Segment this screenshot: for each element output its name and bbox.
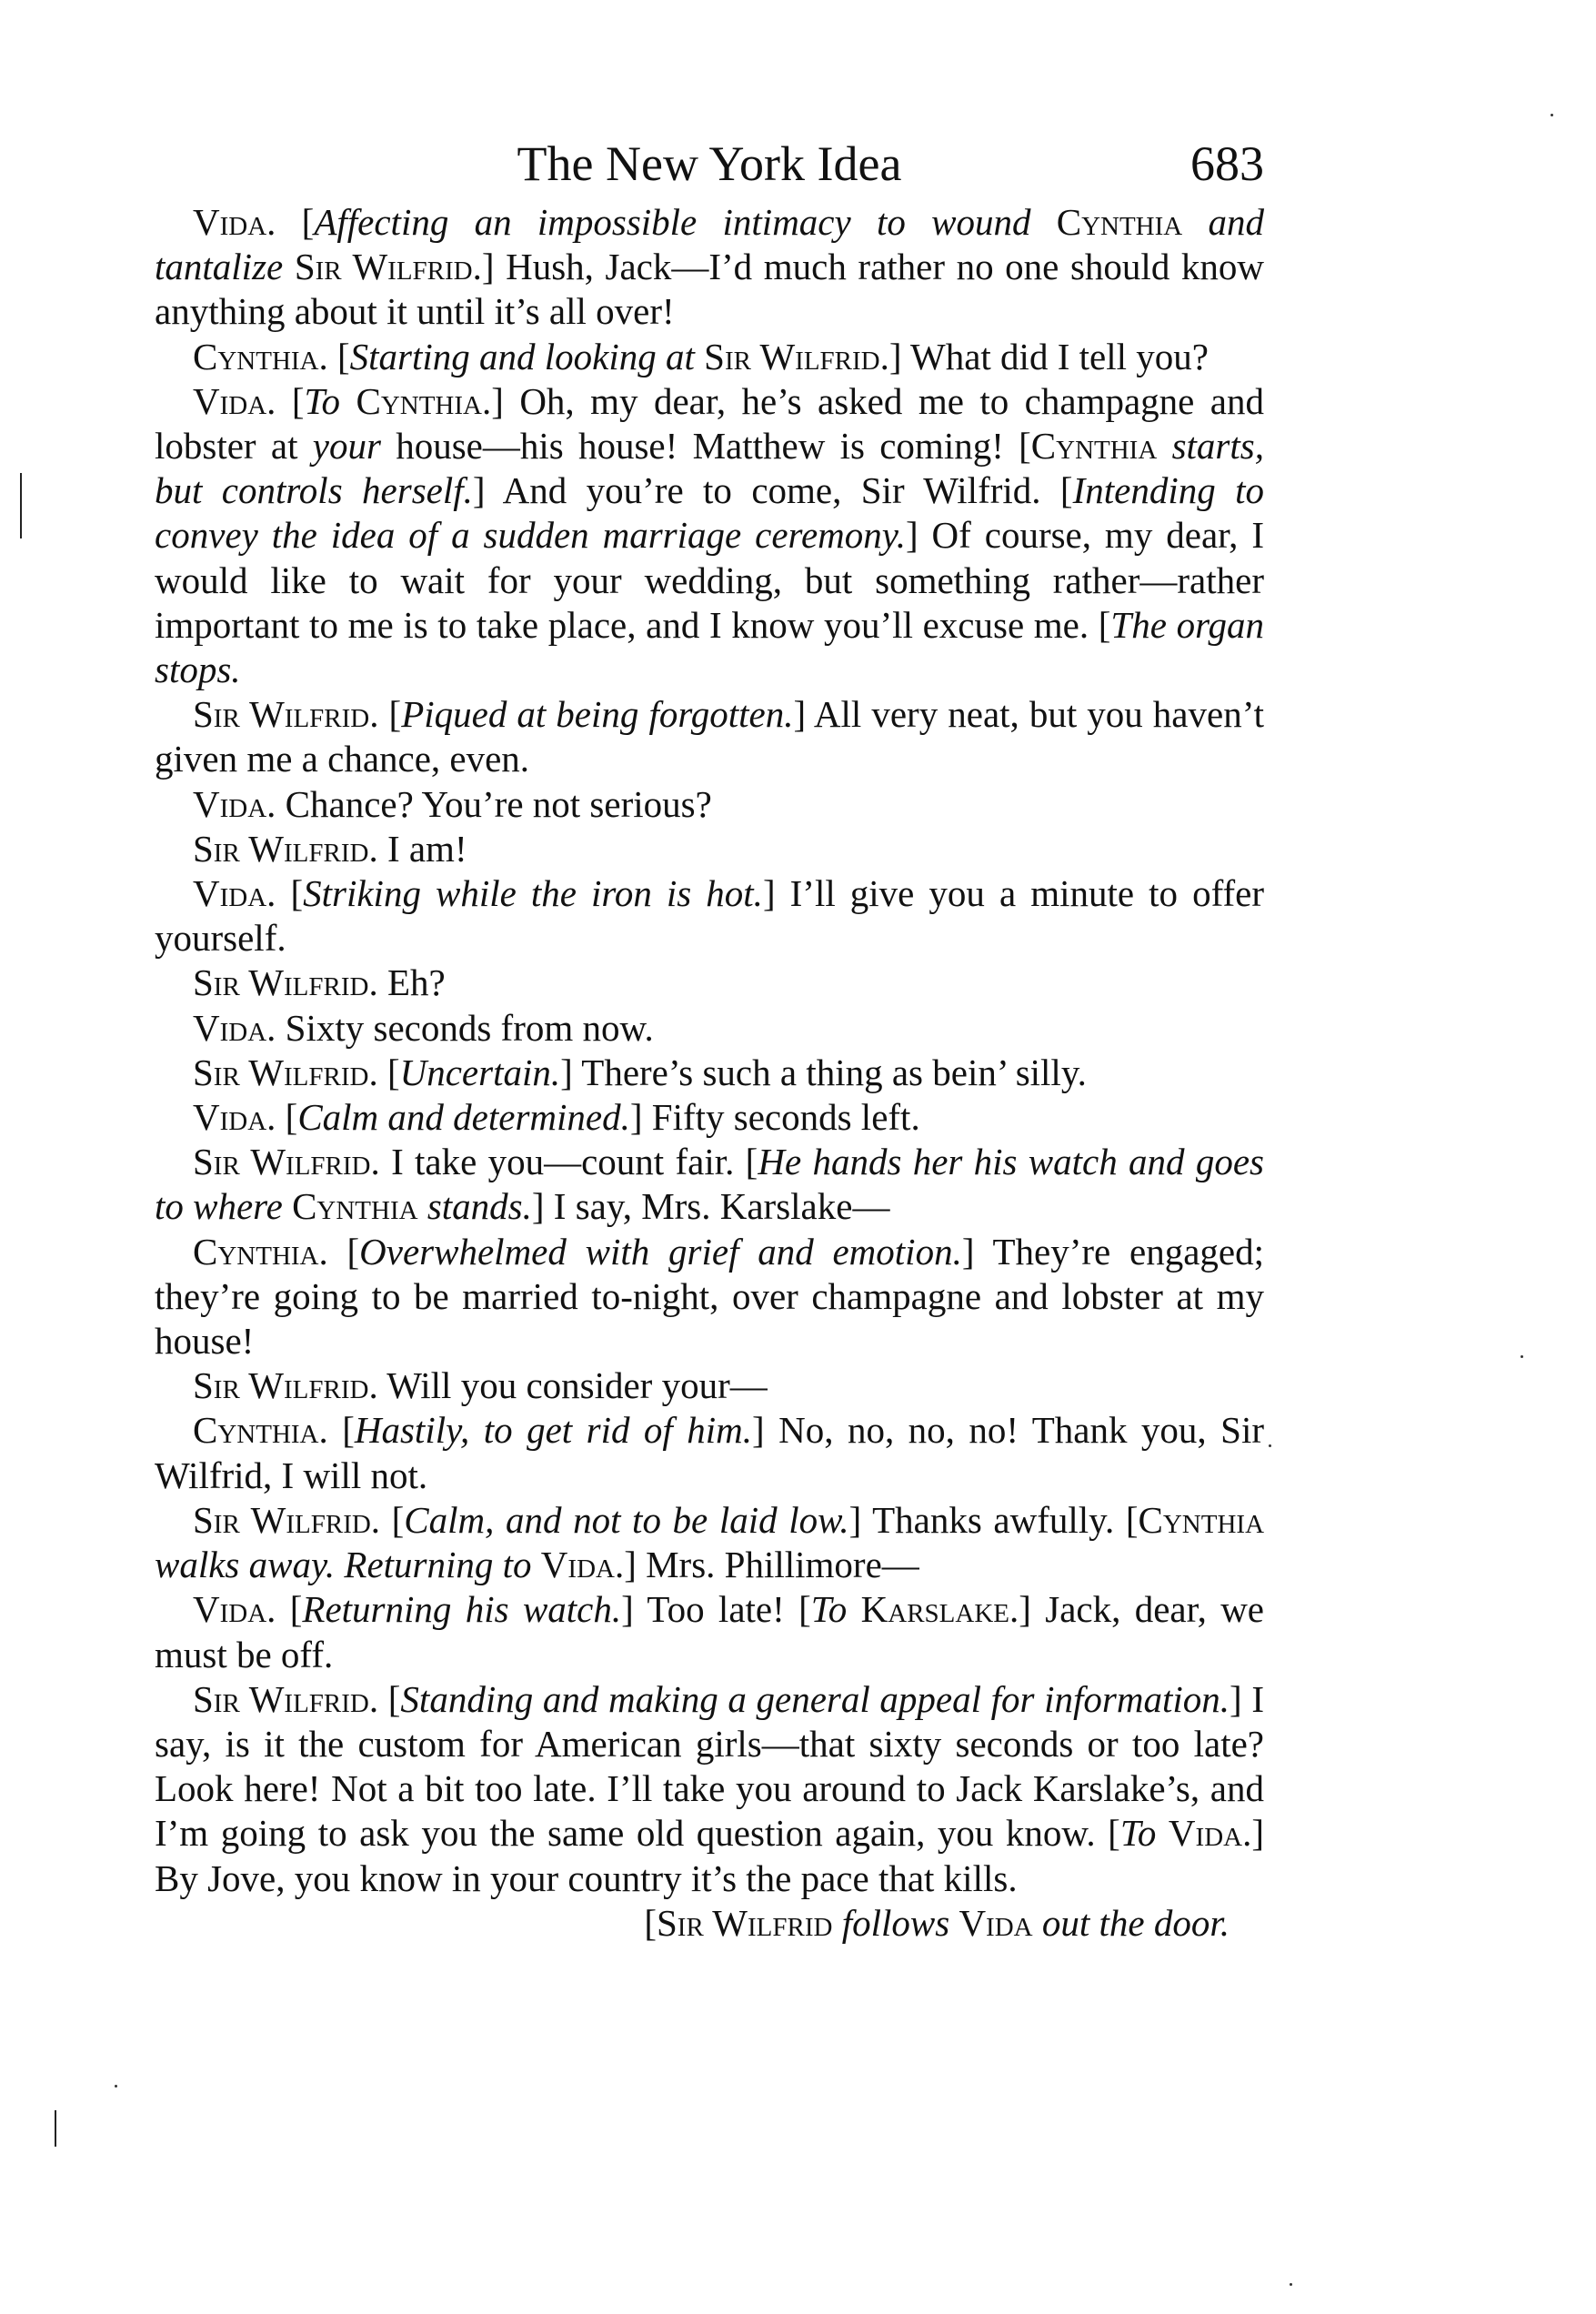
dialogue-text: Chance? You’re not serious?	[276, 782, 712, 825]
stage-direction-text: stands.	[417, 1185, 532, 1228]
dialogue-text: ] I say, Mrs. Karslake—	[531, 1185, 890, 1228]
dialogue-paragraph	[155, 1140, 1264, 1229]
scan-speck	[1290, 2283, 1292, 2286]
speaker-or-character-name: Sir Wilfrid.	[704, 335, 889, 377]
stage-direction-text: Affecting an impossible intimacy to wound	[314, 201, 1057, 243]
speaker-or-character-name: Sir Wilfrid.	[193, 961, 378, 1004]
stage-direction-text: The organ stops.	[155, 603, 1264, 691]
dialogue-text: house—his house! Matthew is coming! [	[380, 425, 1031, 468]
speaker-or-character-name: Cynthia.	[193, 1409, 328, 1452]
margin-rule-mark	[20, 473, 22, 538]
speaker-or-character-name: Sir Wilfrid.	[294, 246, 482, 288]
dialogue-text: ] Jack, dear, we must be off.	[155, 1588, 1265, 1675]
speaker-or-character-name: Vida.	[193, 1588, 276, 1631]
scan-speck	[1269, 1444, 1271, 1447]
dialogue-paragraph	[155, 1095, 1264, 1140]
dialogue-text: [	[276, 1588, 303, 1631]
speaker-or-character-name: Vida.	[193, 201, 276, 243]
dialogue-text: Eh?	[377, 961, 446, 1004]
dialogue-paragraph	[155, 200, 1264, 335]
speaker-or-character-name: Cynthia	[1138, 1498, 1265, 1541]
stage-direction-text: To	[1119, 1812, 1169, 1855]
dialogue-text: [	[377, 1051, 400, 1093]
stage-direction-text: Piqued at being forgotten.	[401, 693, 794, 736]
speaker-or-character-name: Karslake.	[860, 1588, 1019, 1631]
speaker-or-character-name: Cynthia	[1056, 201, 1183, 243]
stage-direction-text: Calm, and not to be laid low.	[404, 1498, 849, 1541]
dialogue-text: I take you—count fair. [	[379, 1141, 758, 1183]
speaker-or-character-name: Sir Wilfrid.	[193, 827, 378, 870]
dialogue-body	[155, 200, 1264, 1946]
speaker-or-character-name: Cynthia	[292, 1185, 418, 1228]
speaker-or-character-name: Vida.	[193, 872, 276, 915]
speaker-or-character-name: Vida.	[1168, 1812, 1252, 1855]
stage-direction-text: He hands her his watch and goes to where	[155, 1141, 1264, 1228]
speaker-or-character-name: Sir Wilfrid.	[193, 1051, 378, 1093]
dialogue-text: ] Thanks awfully. [	[848, 1498, 1139, 1541]
dialogue-text: [	[276, 379, 305, 422]
page-number: 683	[1190, 136, 1264, 191]
speaker-or-character-name: Sir Wilfrid.	[193, 1677, 379, 1720]
dialogue-paragraph	[155, 827, 1264, 871]
dialogue-text: ] Fifty seconds left.	[629, 1096, 920, 1139]
speaker-or-character-name: Vida.	[193, 379, 276, 422]
dialogue-text: ] And you’re to come, Sir Wilfrid. [	[472, 469, 1073, 512]
speaker-or-character-name: Vida	[959, 1901, 1033, 1944]
dialogue-paragraph	[155, 871, 1264, 961]
speaker-or-character-name: Sir Wilfrid.	[193, 1498, 381, 1541]
stage-direction-text: walks away. Returning to	[155, 1544, 541, 1586]
stage-direction-text: Standing and making a general appeal for information.	[400, 1677, 1230, 1720]
stage-direction-text: To	[810, 1588, 861, 1631]
stage-direction-text: Striking while the iron is hot.	[303, 872, 763, 915]
stage-direction-text: To	[304, 379, 356, 422]
dialogue-paragraph	[155, 1408, 1264, 1497]
dialogue-text: [	[327, 1230, 360, 1273]
dialogue-paragraph	[155, 1006, 1264, 1051]
stage-direction-text: follows	[832, 1901, 959, 1944]
margin-rule-mark	[55, 2110, 56, 2147]
dialogue-text: ] I’ll give you a minute to offer yourself.	[155, 872, 1264, 960]
dialogue-text: [	[327, 1409, 355, 1452]
dialogue-text: ] Hush, Jack—I’d much rather no one should know anything about it until it’s all over!	[155, 246, 1265, 333]
stage-direction-text: Calm and determined.	[297, 1096, 630, 1139]
dialogue-text: [	[276, 1096, 298, 1139]
stage-direction-text: Uncertain.	[399, 1051, 561, 1093]
dialogue-text: ] Too late! [	[621, 1588, 811, 1631]
dialogue-text: [	[380, 1498, 405, 1541]
book-page	[155, 127, 1264, 1946]
stage-direction-text: and tantalize	[155, 201, 1264, 288]
stage-exit-direction	[155, 1901, 1264, 1946]
dialogue-text: ] Oh, my dear, he’s asked me to champagne and lobster at	[155, 379, 1264, 468]
dialogue-paragraph	[155, 1051, 1264, 1095]
stage-direction-text: Returning his watch.	[302, 1588, 622, 1631]
dialogue-paragraph	[155, 1677, 1264, 1901]
dialogue-paragraph	[155, 1587, 1264, 1676]
speaker-or-character-name: Sir Wilfrid	[657, 1901, 833, 1944]
dialogue-text: ] Mrs. Phillimore—	[624, 1544, 919, 1586]
dialogue-text: ] All very neat, but you haven’t given me a chance, even.	[155, 693, 1265, 780]
dialogue-text: Sixty seconds from now.	[276, 1006, 654, 1049]
scan-speck	[1551, 114, 1553, 116]
dialogue-text: Will you consider your—	[377, 1364, 768, 1407]
scan-speck	[115, 2085, 117, 2088]
dialogue-text: [	[378, 693, 402, 736]
dialogue-paragraph	[155, 1230, 1264, 1364]
dialogue-text: ] I say, is it the custom for American girls—that sixty seconds or too late? Look here! Not a bit too late. I’ll take you around to Jack Karslake’s, and I’m going to ask you the same old question again, you know. [	[155, 1677, 1264, 1855]
dialogue-text: ] No, no, no, no! Thank you, Sir Wilfrid, I will not.	[155, 1409, 1264, 1496]
speaker-or-character-name: Cynthia.	[356, 379, 492, 422]
stage-direction-text: out the door.	[1032, 1901, 1230, 1944]
stage-direction-text: Hastily, to get rid of him.	[354, 1409, 753, 1452]
dialogue-text: ] Of course, my dear, I would like to wait for your wedding, but something rather—rather important to me is to take place, and I know you’ll excuse me. [	[155, 514, 1264, 646]
dialogue-paragraph	[155, 379, 1264, 692]
stage-direction-text: your	[312, 425, 381, 468]
speaker-or-character-name: Sir Wilfrid.	[193, 1141, 380, 1183]
dialogue-paragraph	[155, 335, 1264, 379]
dialogue-paragraph	[155, 961, 1264, 1005]
speaker-or-character-name: Sir Wilfrid.	[193, 1364, 378, 1407]
stage-direction-text: Overwhelmed with grief and emotion.	[359, 1230, 962, 1273]
dialogue-text: ] By Jove, you know in your country it’s the pace that kills.	[155, 1812, 1264, 1899]
stage-direction-text: Starting and looking at	[349, 335, 705, 377]
dialogue-text: [	[276, 201, 315, 243]
dialogue-text: ] There’s such a thing as bein’ silly.	[560, 1051, 1087, 1093]
dialogue-text: [	[644, 1901, 657, 1944]
dialogue-paragraph	[155, 1498, 1264, 1587]
dialogue-paragraph	[155, 1363, 1264, 1408]
dialogue-paragraph	[155, 692, 1264, 781]
stage-direction-text: starts, but controls herself.	[155, 425, 1264, 512]
dialogue-text: ] What did I tell you?	[888, 335, 1209, 377]
speaker-or-character-name: Cynthia.	[193, 1230, 328, 1273]
dialogue-text: I am!	[377, 827, 467, 870]
dialogue-text: [	[378, 1677, 401, 1720]
scan-speck	[1521, 1355, 1523, 1358]
speaker-or-character-name: Cynthia.	[193, 335, 328, 377]
running-header	[155, 127, 1264, 200]
speaker-or-character-name: Vida.	[193, 1006, 276, 1049]
dialogue-text: [	[276, 872, 304, 915]
dialogue-text: [	[327, 335, 350, 377]
speaker-or-character-name: Vida.	[540, 1544, 625, 1586]
speaker-or-character-name: Vida.	[193, 1096, 276, 1139]
dialogue-paragraph	[155, 782, 1264, 827]
speaker-or-character-name: Cynthia	[1030, 425, 1158, 468]
speaker-or-character-name: Vida.	[193, 782, 276, 825]
stage-direction-text: Intending to convey the idea of a sudden marriage ceremony.	[155, 469, 1264, 557]
dialogue-text: ] They’re engaged; they’re going to be married to-night, over champagne and lobster at my house!	[155, 1230, 1264, 1363]
running-title: The New York Idea	[517, 136, 902, 191]
speaker-or-character-name: Sir Wilfrid.	[193, 693, 379, 736]
